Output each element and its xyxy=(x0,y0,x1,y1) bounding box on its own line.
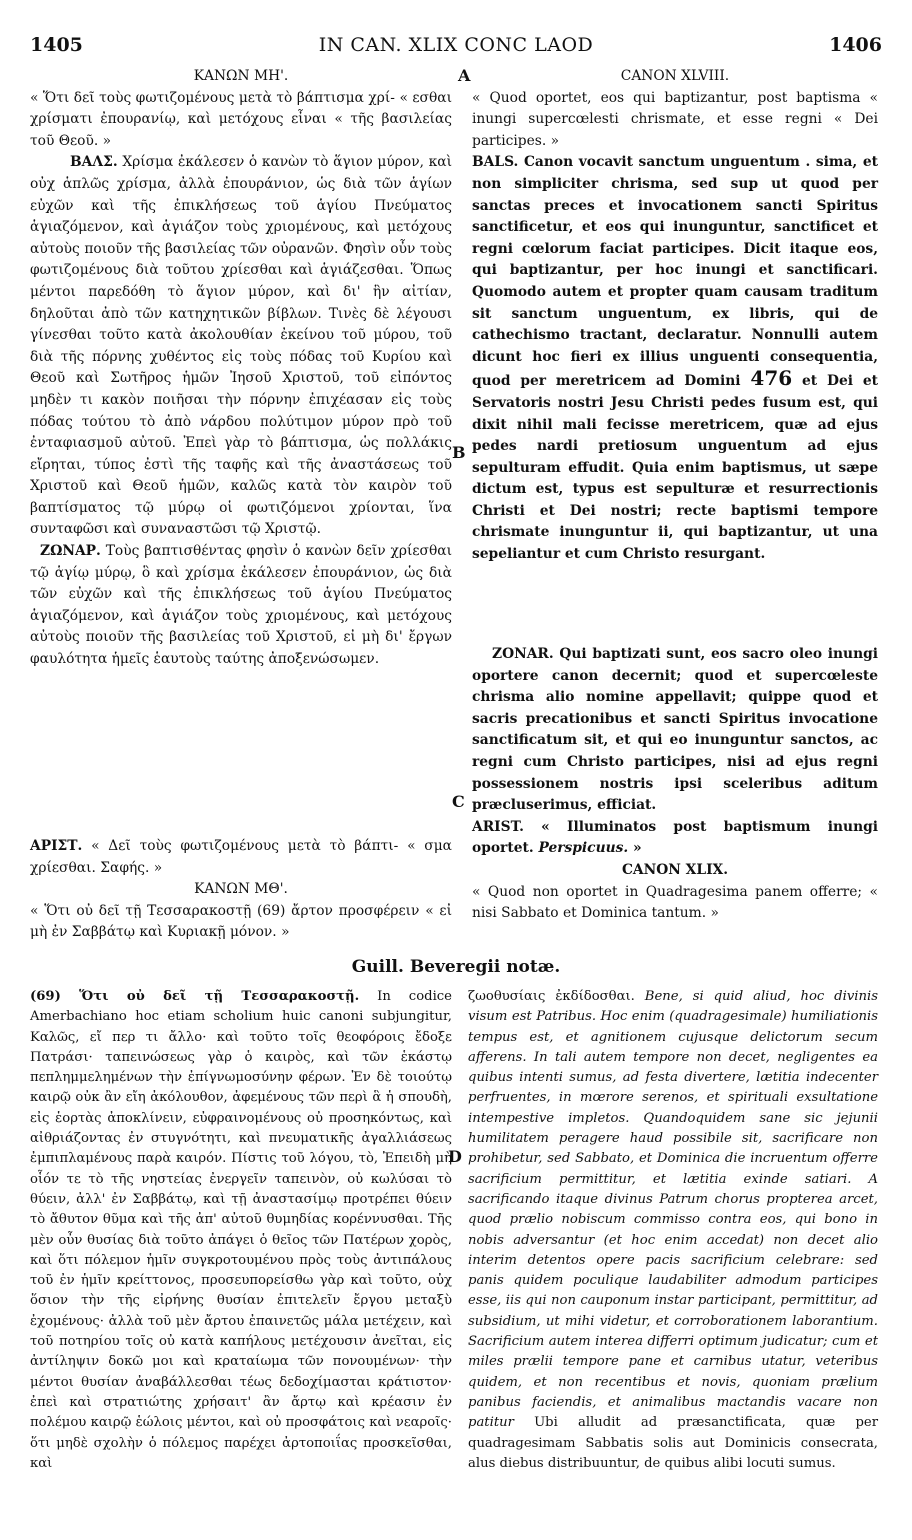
latin-bals-paragraph xyxy=(472,152,878,565)
margin-letter-c: C xyxy=(452,792,465,811)
latin-arist-label: ARIST. xyxy=(472,818,524,835)
column-number: 476 xyxy=(750,366,793,391)
latin-zonar-text: Qui baptizati sunt, eos sacro oleo inungi oportere canon decernit; quod et supercœleste chrisma alio nomine appellavit; quippe quod et sacris precationibus et sancti Spiritus invocatione sanctificatum sit, et qui eo inunguntur sanctos, ac regni cum Christo participes, nisi ad ejus regni possessionem nostris ipsi sceleribus aditum præcluserimus, efficiat. xyxy=(472,646,878,814)
notes-title: Guill. Beveregii notæ. xyxy=(351,957,561,977)
latin-arist-text-a: « Illuminatos post baptismum inungi oportet. xyxy=(472,818,878,857)
latin-column xyxy=(472,66,878,566)
latin-bals-label: BALS. xyxy=(472,154,519,171)
latin-bals-text-a: Canon vocavit sanctum unguentum . sima, et non simpliciter chrisma, sed sup ut quod per sanctas preces et invocationem sancti Spiritus sanctificetur, et eos qui inunguntur, sanctificet et regni cœlorum faciat participes. Dicit itaque eos, qui baptizantur, per hoc inungi et sanctificari. Quomodo autem et propter quam causam traditum sit sanctum unguentum, ex libris, qui de cathechismo tractant, declaratur. Nonnulli autem dicunt hoc fieri ex illius unguenti consequentia, quod per meretricem ad Domini xyxy=(472,154,878,390)
notes-right-italic: Bene, si quid aliud, hoc divinis visum est Patribus. Hoc enim (quadragesimale) humiliationis tempus est, et agnitionem cujusque delictorum secum afferens. In tali autem tempore non decet, negligentes ea quibus intenti sumus, ad festa divertere, lætitia indecenter perfruentes, in mœrore serenos, et spirituali exsultatione intempestive impletos. Quandoquidem sane sic jejunii humilitatem peragere haud possibile sit, sacrificare non prohibetur, sed Sabbato, et Dominica die incruentum offerre sacrificium permittitur, et lætitia exinde satiari. A sacrificando itaque divinus Patrum chorus propterea arcet, quod prælio nobiscum commisso contra eos, qui bono in nobis adversantur (et hoc enim accedat) non decet alio interim detentos opere pacis sacrificium celebrare: sed panis quidem poculique laudabiliter admodum participes esse, iis qui non cauponum instar participant, permittitur, ad subsidium, ut mihi videtur, et corroborationem laborantium. Sacrificium autem interea differri optimum judicatur; cum et miles prælii tempore pane et carnibus utatur, veteribus quidem, et non recentibus et novis, quoniam prælium panibus faciendis, et animalibus mactandis vacare non patitur xyxy=(468,989,878,1431)
latin-arist-text-b: » xyxy=(633,840,642,857)
running-header xyxy=(30,34,882,60)
greek-zonar-text: Τοὺς βαπτισθέντας φησὶν ὁ κανὼν δεῖν χρίεσθαι τῷ ἁγίῳ μύρῳ, ὃ καὶ χρίσμα ἐκάλεσεν ἐπουράνιον, ὡς διὰ τῶν εὐχῶν καὶ τῆς ἐπικλήσεως τοῦ ἁγίου Πνεύματος ἁγιαζόμενον, καὶ ἁγιάζον τοὺς χριομένους, καὶ μετόχους αὐτοὺς ποιοῦν τῆς βασιλείας τοῦ Χριστοῦ, εἰ μὴ δι' ἔργων φαυλότητα ἡμεῖς ἑαυτοὺς ταύτης ἀποξενώσωμεν. xyxy=(30,543,453,668)
greek-bals-text: Χρίσμα ἐκάλεσεν ὁ κανὼν τὸ ἅγιον μύρον, καὶ οὐχ ἁπλῶς χρίσμα, ἀλλὰ ἐπουράνιον, ὡς διὰ τῶν ἁγίων εὐχῶν καὶ τῆς ἐπικλήσεως τοῦ ἁγίου Πνεύματος ἁγιαζόμενον, καὶ ἁγιάζον τοὺς χριομένους, καὶ μετόχους αὐτοὺς ποιοῦν τῆς βασιλείας τῶν οὐρανῶν. Φησὶν οὖν τοὺς φωτιζομένους διὰ τοῦτου χρίεσθαι καὶ ἁγιάζεσθαι. Ὅπως μέντοι παρεδόθη τὸ ἅγιον μύρον, καὶ δι' ἣν αἰτίαν, δηλοῦται ἀπὸ τῶν κατηχητικῶν βίβλων. Τινὲς δὲ λέγουσι γίνεσθαι τοῦτο κατὰ ἀκολουθίαν ἐκείνου τοῦ μύρου, τοῦ διὰ τῆς πόρνης χυθέντος εἰς τοὺς πόδας τοῦ Κυρίου καὶ Θεοῦ καὶ Σωτῆρος ἡμῶν Ἰησοῦ Χριστοῦ, τοῦ εἰπόντος μηδὲν τι κακὸν ποιῆσαι τὴν πόρνην ἐπιχέασαν εἰς τοὺς πόδας τούτου τὸ ἀπὸ νάρδου πολύτιμον μύρον πρὸ τοῦ ἐνταφιασμοῦ αὐτοῦ. Ἐπεὶ γὰρ τὸ βάπτισμα, ὡς πολλάκις εἴρηται, τύπος ἐστὶ τῆς ταφῆς καὶ τῆς ἀναστάσεως τοῦ Χριστοῦ καὶ Θεοῦ ἡμῶν, καλῶς κατὰ τὸν καιρὸν τοῦ βαπτίσματος τῷ μύρῳ οἱ φωτιζόμενοι χρίονται, ἵνα συνταφῶσι καὶ συναναστῶσι τῷ Χριστῷ. xyxy=(30,154,452,538)
latin-arist-paragraph xyxy=(472,817,878,860)
greek-canon48-title: ΚΑΝΩΝ ΜΗ'. xyxy=(193,68,289,84)
greek-arist-paragraph xyxy=(30,836,452,879)
notes-left-paragraph xyxy=(30,987,452,1474)
notes-left-text: In codice Amerbachiano hoc etiam scholium huic canoni subjungitur, Καλῶς, εἴ περ τι ἄλλο· καὶ τοῦτο τοῖς θεοφόροις ἔδοξε Πατράσι· ταπεινώσεως γὰρ ὁ καιρὸς, καὶ τῶν ἑκάστῳ πεπλημμελημένων τὴν ἐπίγνωμοσύνην φέρων. Ἐν δὲ τοιούτῳ καιρῷ οὐκ ἂν εἴη ἀκόλουθον, ἀφεμένους τῶν περὶ ἃ ἡ σπουδὴ, εἰς ἑορτὰς ἀποκλίνειν, εὐφραινομένους οὐ προσηκόντως, καὶ αἰθριάζοντας ἐν στυγνότητι, καὶ πνευματικῆς ἀγαλλιάσεως ἐμπιπλαμένους παρὰ καιρόν. Πίστις τοῦ λόγου, τὸ, Ἐπειδὴ μὴ οἷόν τε τὸ τῆς νηστείας ἐνεργεῖν ταπεινὸν, οὐ κωλύσαι τὸ θύειν, ἀλλ' ἐν Σαββάτῳ, καὶ τῇ ἀναστασίμῳ προτρέπει θύειν τὸ ἄθυτον θῦμα καὶ τῆς ἀπ' αὐτοῦ θυμηδίας κορέννυσθαι. Τῆς μὲν οὖν θυσίας διὰ τοῦτο ἀπάγει ὁ θεῖος τῶν Πατέρων χορὸς, καὶ ὅτι πόλεμον ἡμῖν συγκροτουμένου πρὸς τοὺς ἀντιπάλους τοῦ ἐν ἡμῖν κρείττονος, προσευπορείσθω γὰρ καὶ τοῦτο, οὐχ ὅσιον τὴν τῆς εἰρήνης θυσίαν ἐπιτελεῖν ἔργου μεταξὺ ἐχομένους· ἀλλὰ τοῦ μὲν ἄρτου ἐπαινετῶς μάλα μετέχειν, καὶ τοῦ ποτηρίου τοῖς οὐ κατὰ καπήλους μετέχουσιν ἀνεῖται, εἰς ἀντίληψιν δοκῶ μοι καὶ κραταίωμα τῶν πονουμένων· τὴν μέντοι θυσίαν ἀναβάλλεσθαι τέως δεδοχίμασται κράτιστον· ἐπεὶ καὶ στρατιώτης χρήσαιτ' ἂν ἄρτῳ καὶ κρέασιν ἐν πολέμου καιρῷ ἑώλοις μέντοι, καὶ οὐ προσφάτοις καὶ νεαροῖς· ὅτι μηδὲ σχολὴν ὁ πόλεμος παρέχει ἀρτοποιΐας προσκεῖσθαι, καὶ xyxy=(30,989,452,1471)
latin-canon48-title: CANON XLVIII. xyxy=(620,68,730,84)
margin-letter-a: A xyxy=(458,66,471,85)
greek-canon49-title: ΚΑΝΩΝ ΜΘ'. xyxy=(194,881,288,898)
latin-canon48-text: « Quod oportet, eos qui baptizantur, post baptisma « inungi supercœlesti chrismate, et esse regni « Dei participes. » xyxy=(472,89,878,149)
notes-right-text-a: ζωοθυσίαις ἐκδίδοσθαι. xyxy=(468,989,635,1004)
margin-letter-d: D xyxy=(448,1147,462,1166)
notes-right-text-b: Ubi alludit ad præsanctificata, quæ per quadragesimam Sabbatis solis aut Dominicis consecrata, alus diebus distribuuntur, de quibus alibi locuti sumus. xyxy=(468,1415,878,1471)
greek-zonar-label: ΖΩΝΑΡ. xyxy=(40,543,101,560)
greek-bals-label: ΒΑΛΣ. xyxy=(70,154,118,171)
latin-zonar-block xyxy=(472,644,878,925)
page-number-left: 1405 xyxy=(30,34,83,56)
greek-column xyxy=(30,66,452,671)
margin-letter-b: B xyxy=(452,443,466,462)
greek-bals-paragraph xyxy=(30,152,452,541)
greek-arist-text: « Δεῖ τοὺς φωτιζομένους μετὰ τὸ βάπτι- « σμα χρίεσθαι. Σαφής. » xyxy=(30,838,452,876)
greek-zonar-paragraph xyxy=(30,541,452,671)
notes-right-paragraph xyxy=(468,987,878,1474)
latin-bals-text-b: et Dei et Servatoris nostri Jesu Christi pedes fusum est, qui dixit nihil mali fecisse meretricem, quæ ad ejus pedes nardi pretiosum unguentum ad ejus sepulturam effudit. Quia enim baptismus, ut sæpe dictum est, typus est sepulturæ et resurrectionis Christi et Dei nostri; recte baptismi tempore chrismate inunguntur ii, qui baptizantur, ut una sepeliantur et cum Christo resurgant. xyxy=(472,373,879,563)
latin-zonar-paragraph xyxy=(472,644,878,817)
latin-canon49-text: « Quod non oportet in Quadragesima panem offerre; « nisi Sabbato et Dominica tantum. » xyxy=(472,883,878,922)
latin-zonar-label: ZONAR. xyxy=(492,646,554,662)
greek-arist-block xyxy=(30,836,452,944)
notes-left-column xyxy=(30,987,452,1474)
greek-canon48-text: « Ὅτι δεῖ τοὺς φωτιζομένους μετὰ τὸ βάπτισμα χρί- « εσθαι χρίσματι ἐπουρανίῳ, καὶ μετόχους εἶναι « τῆς βασιλείας τοῦ Θεοῦ. » xyxy=(30,89,452,149)
page-number-right: 1406 xyxy=(829,34,882,56)
greek-canon49-text: « Ὅτι οὐ δεῖ τῇ Τεσσαρακοστῇ (69) ἄρτον προσφέρειν « εἰ μὴ ἐν Σαββάτῳ καὶ Κυριακῇ μόνον. » xyxy=(30,902,452,941)
notes-right-column xyxy=(468,987,878,1474)
notes-left-lemma: (69) Ὅτι οὐ δεῖ τῇ Τεσσαρακοστῇ. xyxy=(30,989,360,1004)
latin-canon49-title: CANON XLIX. xyxy=(621,861,729,878)
running-title: IN CAN. XLIX CONC LAOD xyxy=(318,34,594,56)
latin-arist-italic: Perspicuus. xyxy=(538,840,629,857)
greek-arist-label: ΑΡΙΣΤ. xyxy=(30,838,83,854)
